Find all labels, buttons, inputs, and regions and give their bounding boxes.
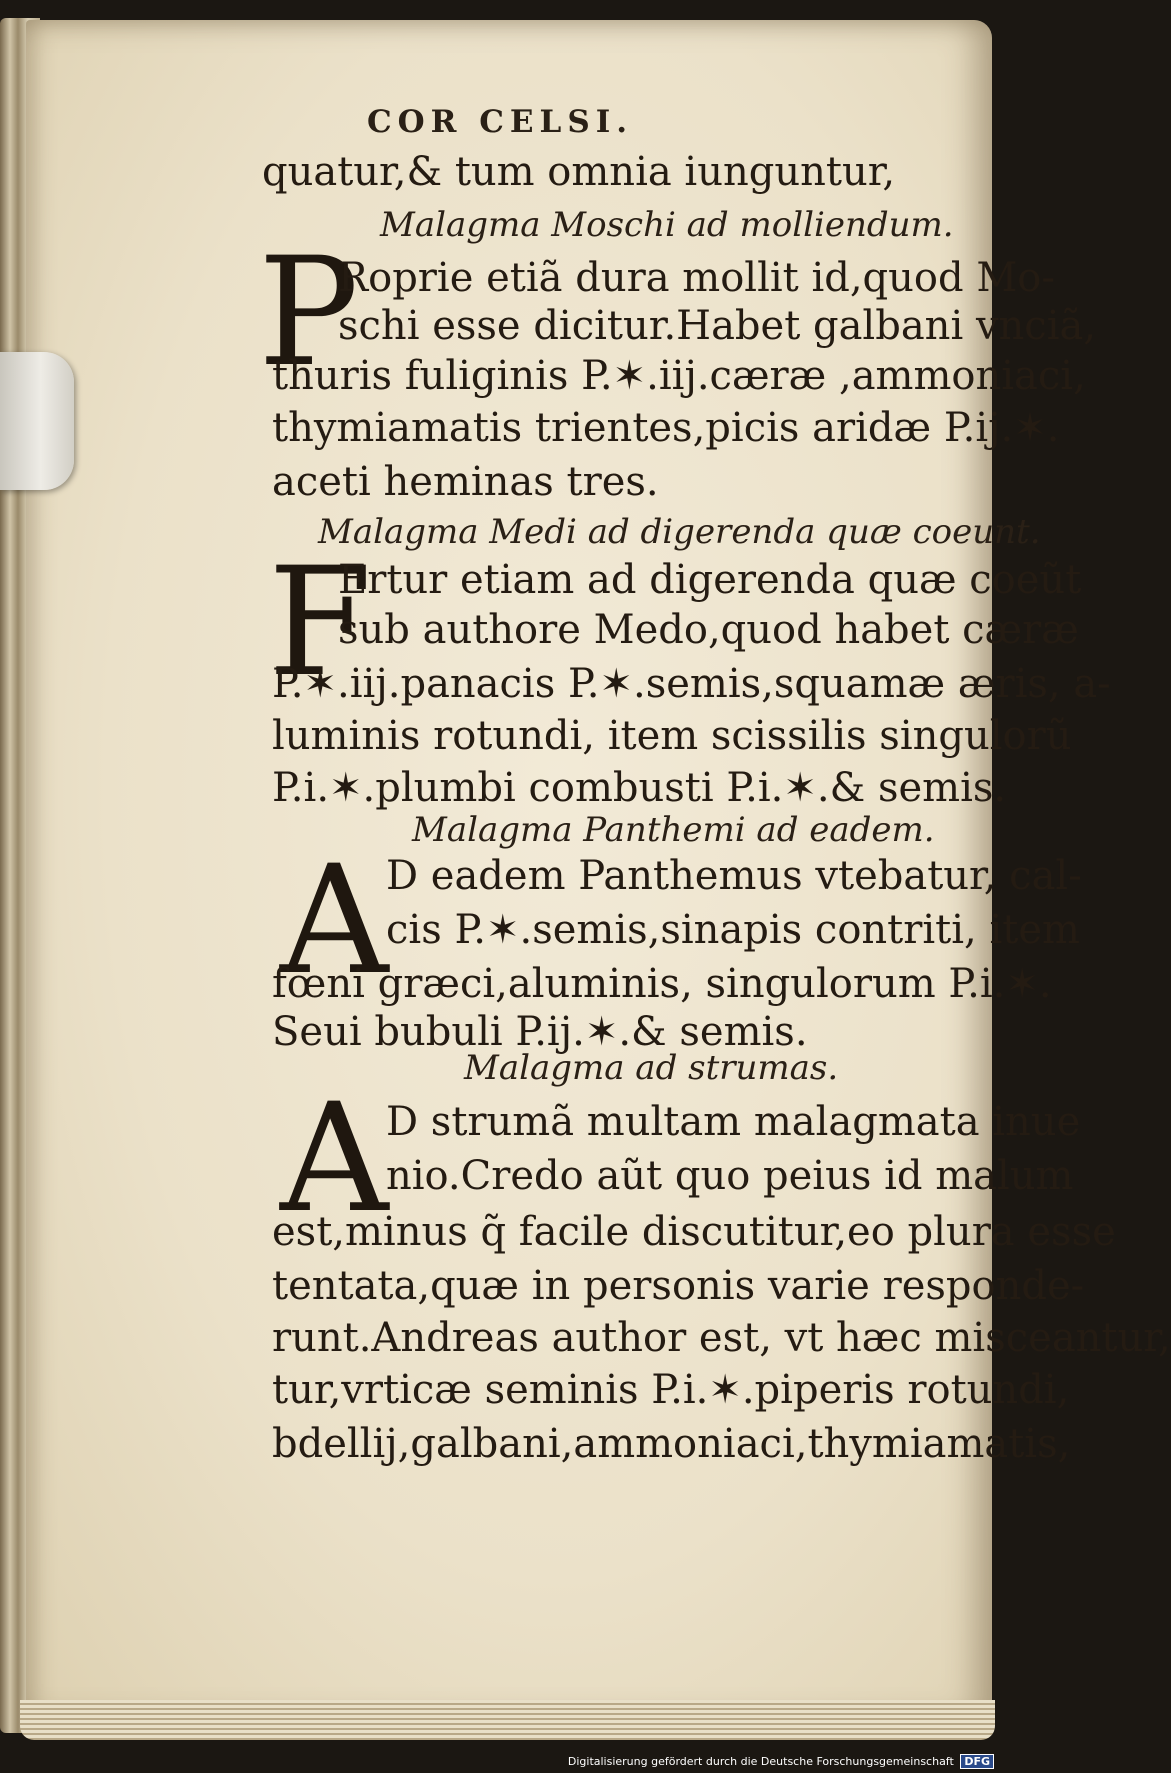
text-line: P.i.✶.plumbi combusti P.i.✶.& semis. — [272, 765, 1007, 811]
page-clip — [0, 352, 74, 490]
text-line: luminis rotundi, item scissilis singulorũ — [272, 713, 1072, 759]
text-line: tentata,quæ in personis varie responde- — [272, 1263, 1085, 1309]
text-line: fœni græci,aluminis, singulorum P.i.✶. — [272, 961, 1052, 1007]
section-heading: Malagma Panthemi ad eadem. — [412, 810, 935, 850]
text-line: tur,vrticæ seminis P.i.✶.piperis rotundi, — [272, 1367, 1070, 1413]
dfg-logo: DFG — [960, 1754, 994, 1769]
drop-initial: A — [280, 834, 389, 1008]
page-bottom-edges — [20, 1700, 995, 1740]
footer-text: Digitalisierung gefördert durch die Deutsche Forschungsgemeinschaft — [567, 1755, 954, 1768]
drop-initial: A — [280, 1072, 389, 1246]
section-heading: Malagma ad strumas. — [464, 1048, 839, 1088]
drop-initial: P — [258, 226, 359, 400]
text-line: bdellij,galbani,ammoniaci,thymiamatis, — [272, 1421, 1071, 1467]
text-line: cis P.✶.semis,sinapis contriti, item — [386, 907, 1080, 953]
text-line: runt.Andreas author est, vt hæc misceantur, — [272, 1315, 1171, 1361]
text-line: Seui bubuli P.ij.✶.& semis. — [272, 1009, 808, 1055]
text-line: Roprie etiã dura mollit id,quod Mo- — [338, 255, 1055, 301]
section-heading: Malagma Medi ad digerenda quæ coeunt. — [318, 512, 1041, 552]
text-line: est,minus q̃ facile discutitur,eo plura esse — [272, 1209, 1116, 1255]
text-line: quatur,& tum omnia iunguntur, — [262, 149, 896, 195]
text-line: schi esse dicitur.Habet galbani vnciã, — [338, 303, 1097, 349]
drop-initial: F — [268, 536, 373, 710]
text-line: nio.Credo aũt quo peius id malum — [386, 1153, 1074, 1199]
digitization-footer — [568, 1754, 994, 1769]
text-line: thuris fuliginis P.✶.iij.cæræ ,ammoniaci, — [272, 353, 1086, 399]
text-line: D strumã multam malagmata inue — [386, 1099, 1081, 1145]
section-heading: Malagma Moschi ad molliendum. — [380, 205, 954, 245]
text-line: D eadem Panthemus vtebatur, cal- — [386, 853, 1082, 899]
text-line: aceti heminas tres. — [272, 459, 659, 505]
text-line: Ertur etiam ad digerenda quæ coeũt — [338, 557, 1082, 603]
running-header: COR CELSI. — [366, 104, 633, 140]
text-line: P.✶.iij.panacis P.✶.semis,squamæ æris, a- — [272, 661, 1111, 707]
text-line: sub authore Medo,quod habet cæræ — [338, 607, 1079, 653]
text-line: thymiamatis trientes,picis aridæ P.ij.✶. — [272, 405, 1060, 451]
